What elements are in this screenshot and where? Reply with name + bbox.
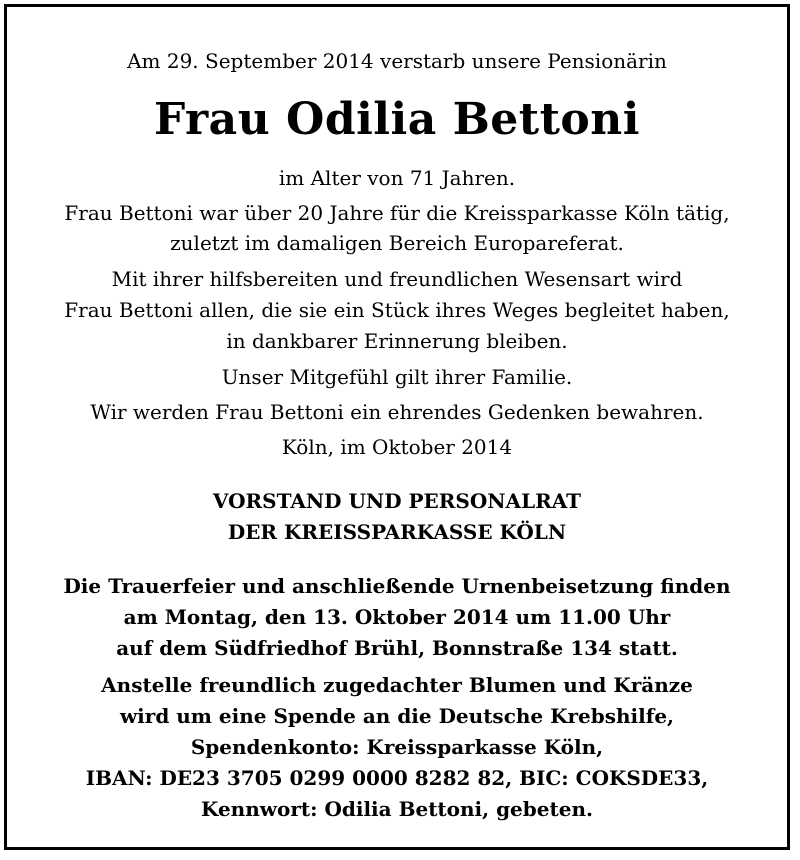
deceased-name: Frau Odilia Bettoni [154,94,640,145]
signature-line: DER KREISSPARKASSE KÖLN [227,520,567,544]
career-line: Frau Bettoni war über 20 Jahre für die Kreissparkasse Köln tätig, [64,201,730,225]
sympathy-line: Unser Mitgefühl gilt ihrer Familie. [221,365,573,389]
funeral-line: Die Trauerfeier und anschließende Urnenbeisetzung finden [63,574,731,598]
funeral-line: am Montag, den 13. Oktober 2014 um 11.00 Uhr [123,605,671,629]
remembrance-line: Mit ihrer hilfsbereiten und freundlichen Wesensart wird [111,267,683,291]
donation-line: IBAN: DE23 3705 0299 0000 8282 82, BIC: COKSDE33, [85,766,709,790]
funeral-line: auf dem Südfriedhof Brühl, Bonnstraße 134 statt. [116,636,678,660]
remembrance-line: in dankbarer Erinnerung bleiben. [226,329,568,353]
career-line: zuletzt im damaligen Bereich Europareferat. [170,231,624,255]
notice-border [4,4,790,850]
donation-line: Anstelle freundlich zugedachter Blumen und Kränze [101,673,693,697]
intro-line: Am 29. September 2014 verstarb unsere Pensionärin [127,49,667,73]
age-line: im Alter von 71 Jahren. [278,166,516,190]
signature-line: VORSTAND UND PERSONALRAT [212,489,582,513]
obituary-notice [17,7,777,847]
place-date: Köln, im Oktober 2014 [281,435,513,459]
honor-line: Wir werden Frau Bettoni ein ehrendes Gedenken bewahren. [90,400,704,424]
donation-line: wird um eine Spende an die Deutsche Krebshilfe, [119,704,675,728]
remembrance-line: Frau Bettoni allen, die sie ein Stück ihres Weges begleitet haben, [64,298,730,322]
donation-line: Kennwort: Odilia Bettoni, gebeten. [201,797,593,821]
donation-line: Spendenkonto: Kreissparkasse Köln, [190,735,604,759]
